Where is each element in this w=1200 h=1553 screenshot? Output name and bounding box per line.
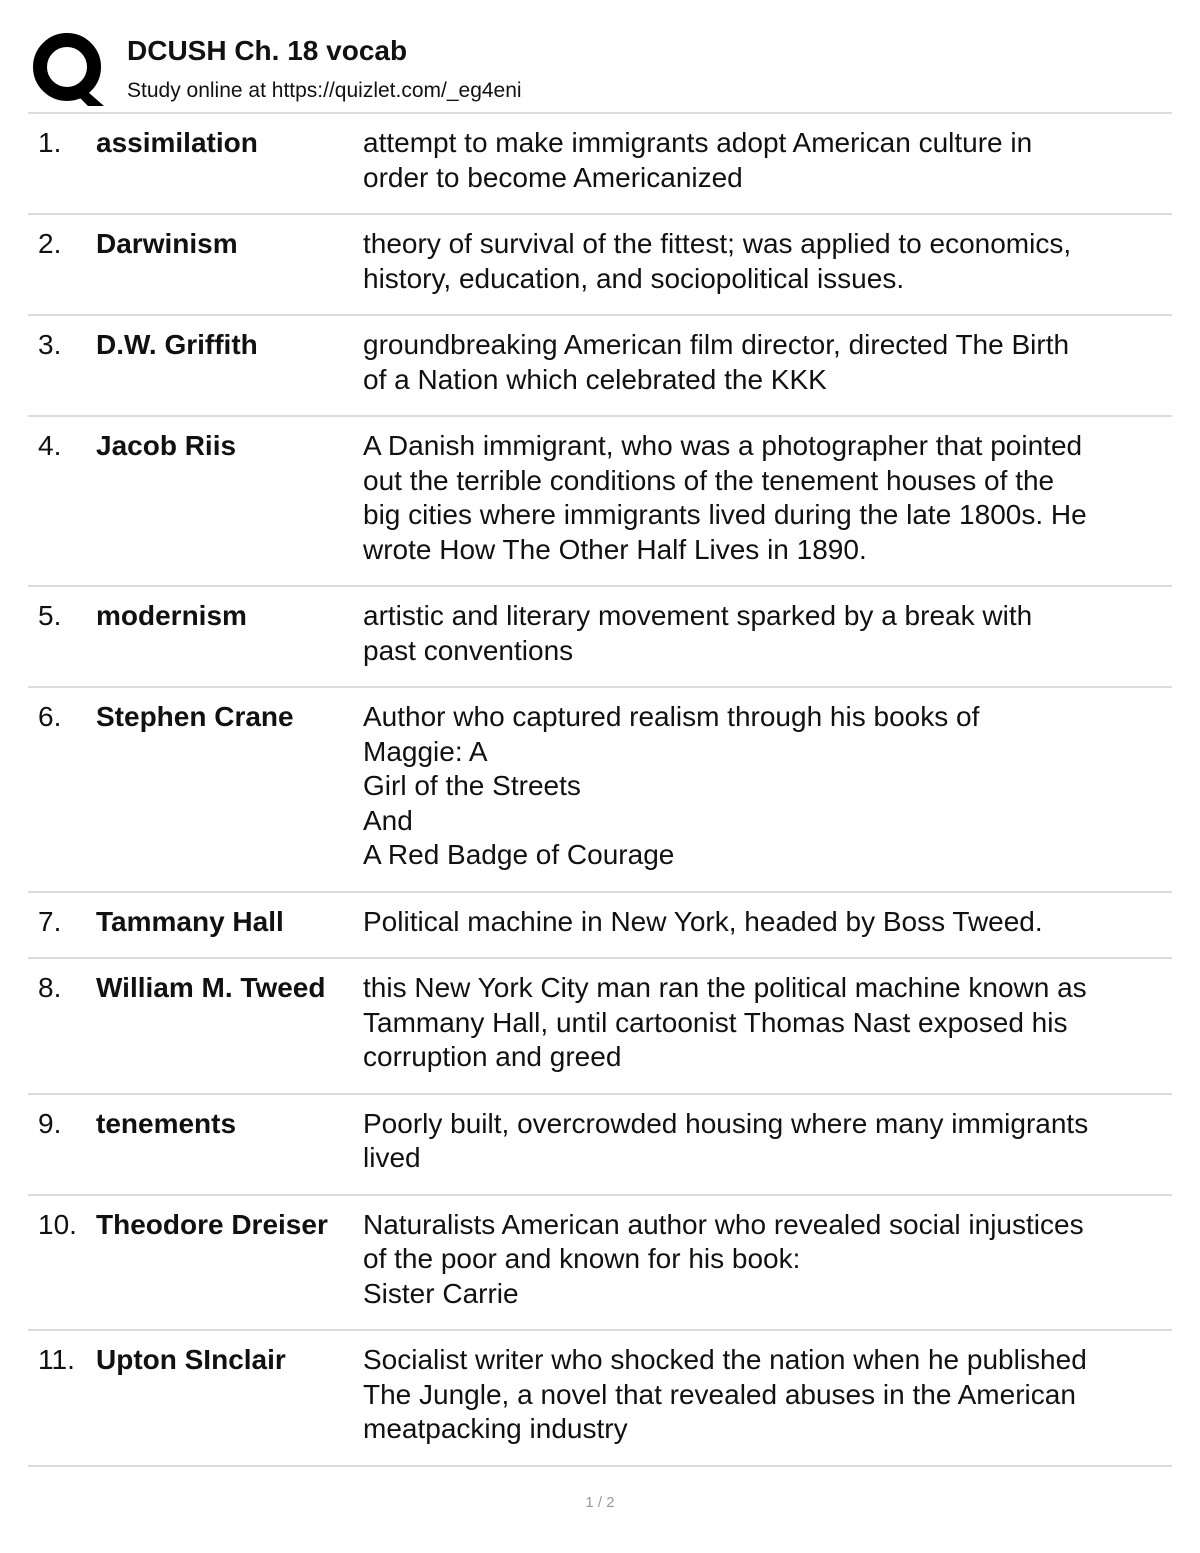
- term-number: 5.: [38, 600, 62, 631]
- term-definition: Naturalists American author who revealed social injustices of the poor and known for his book: Sister Carrie: [363, 1208, 1084, 1309]
- term-word: tenements: [96, 1107, 237, 1139]
- term-word: assimilation: [96, 127, 258, 158]
- term-word: Theodore Dreiser: [96, 1208, 328, 1240]
- term-definition: groundbreaking American film director, directed The Birth of a Nation which celebrated the KKK: [363, 329, 1070, 395]
- vocab-row: [28, 1095, 1172, 1196]
- vocab-row: [28, 959, 1172, 1095]
- vocab-row: [28, 893, 1172, 960]
- page-number: 1 / 2: [585, 1494, 615, 1511]
- vocab-row: [28, 1331, 1172, 1467]
- term-definition: attempt to make immigrants adopt American culture in order to become Americanized: [363, 127, 1033, 193]
- term-word: Upton SInclair: [96, 1344, 286, 1375]
- term-word: Stephen Crane: [96, 701, 294, 732]
- quizlet-logo-icon: [30, 30, 108, 108]
- term-number: 2.: [38, 228, 62, 259]
- term-definition: A Danish immigrant, who was a photographer that pointed out the terrible conditions of the tenement houses of the big cities where immigrants lived during the late 1800s. He wrote How The Other Half Lives in 1890.: [363, 430, 1087, 565]
- term-number: 11.: [38, 1344, 75, 1375]
- term-number: 9.: [38, 1107, 62, 1139]
- document-title: DCUSH Ch. 18 vocab: [127, 35, 408, 66]
- vocab-row: [28, 114, 1172, 215]
- term-number: 7.: [38, 905, 62, 937]
- term-number: 1.: [38, 127, 62, 158]
- vocab-row: [28, 215, 1172, 316]
- term-number: 8.: [38, 972, 62, 1003]
- term-definition: Poorly built, overcrowded housing where many immigrants lived: [363, 1107, 1089, 1173]
- vocab-row: [28, 316, 1172, 417]
- term-word: Darwinism: [96, 228, 238, 259]
- term-word: William M. Tweed: [96, 972, 326, 1003]
- vocab-list: [28, 114, 1172, 1467]
- term-definition: Political machine in New York, headed by Boss Tweed.: [363, 905, 1043, 937]
- term-definition: Socialist writer who shocked the nation when he published The Jungle, a novel that revealed abuses in the American meatpacking industry: [363, 1344, 1087, 1444]
- study-online-link[interactable]: Study online at https://quizlet.com/_eg4eni: [127, 79, 522, 102]
- term-number: 10.: [38, 1208, 77, 1240]
- vocab-row: [28, 587, 1172, 688]
- document-header: [28, 28, 1172, 112]
- term-word: D.W. Griffith: [96, 329, 258, 360]
- vocab-row: [28, 417, 1172, 587]
- term-word: modernism: [96, 600, 247, 631]
- term-definition: artistic and literary movement sparked by a break with past conventions: [363, 600, 1033, 666]
- term-definition: theory of survival of the fittest; was applied to economics, history, education, and sociopolitical issues.: [363, 228, 1072, 294]
- vocab-row: [28, 688, 1172, 893]
- term-word: Tammany Hall: [96, 905, 284, 937]
- term-number: 6.: [38, 701, 62, 732]
- term-number: 4.: [38, 430, 62, 461]
- term-definition: Author who captured realism through his books of Maggie: A Girl of the Streets And A Red Badge of Courage: [363, 701, 980, 870]
- term-word: Jacob Riis: [96, 430, 237, 461]
- vocab-row: [28, 1196, 1172, 1332]
- term-number: 3.: [38, 329, 62, 360]
- term-definition: this New York City man ran the political machine known as Tammany Hall, until cartoonist Thomas Nast exposed his corruption and greed: [363, 972, 1087, 1072]
